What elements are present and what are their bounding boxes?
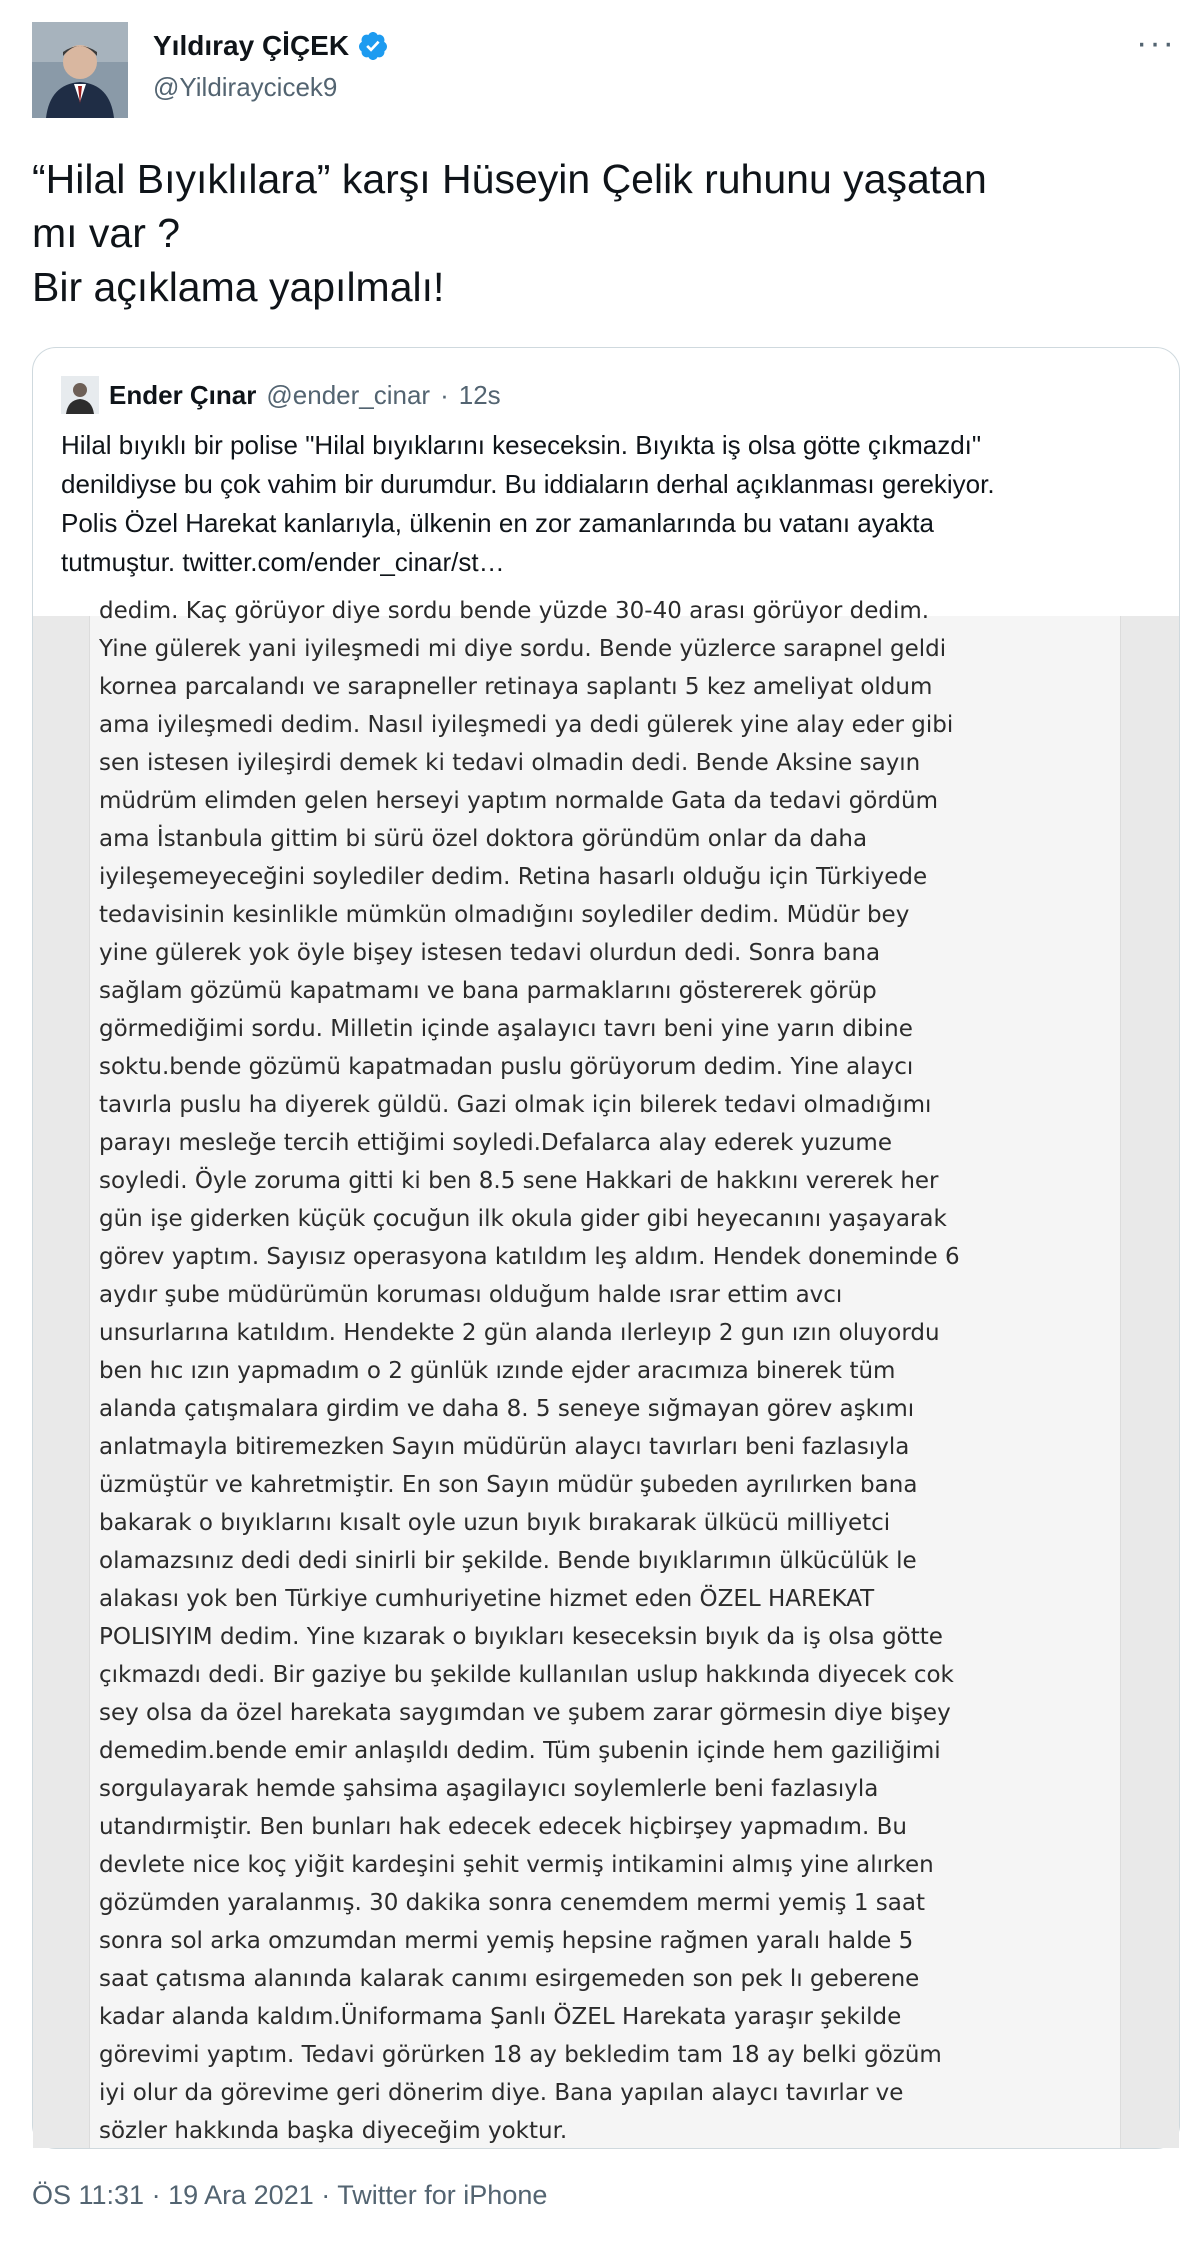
document-text-line: soktu.bende gözümü kapatmadan puslu görüyorum dedim. Yine alaycı (99, 1054, 914, 1080)
document-text-line: demedim.bende emir anlaşıldı dedim. Tüm şubenin içinde hem gaziliğimi (99, 1738, 941, 1764)
quoted-author-handle[interactable]: @ender_cinar (266, 379, 431, 410)
author-name-row[interactable] (153, 30, 389, 62)
document-text-line: görmediğimi sordu. Milletin içinde aşalayıcı tavrı beni yine yarın dibine (99, 1016, 913, 1042)
document-text-line: sen istesen iyileşirdi demek ki tedavi olmadin dedi. Bende Aksine sayın (99, 750, 921, 776)
separator-dot: · (321, 2180, 331, 2210)
document-text (99, 592, 1059, 2150)
document-text-line: çıkmazdı dedi. Bir gaziye bu şekilde kullanılan uslup hakkında diyecek cok (99, 1662, 954, 1688)
document-text-line: devlete nice koç yiğit kardeşini şehit vermiş intikamini almış yine alırken (99, 1852, 934, 1878)
document-text-line: sözler hakkında başka diyeceğim yoktur. (99, 2118, 568, 2144)
document-text-line: alanda çatışmalara girdim ve daha 8. 5 seneye sığmayan görev aşkımı (99, 1396, 915, 1422)
separator-dot: · (151, 2180, 161, 2210)
document-text-line: aydır şube müdürümün koruması olduğum halde ısrar ettim avcı (99, 1282, 843, 1308)
document-text-line: unsurlarına katıldım. Hendekte 2 gün alanda ılerleyıp 2 gun ızın oluyordu (99, 1320, 940, 1346)
document-text-line: sonra sol arka omzumdan mermi yemiş hepsine rağmen yaralı halde 5 (99, 1928, 914, 1954)
document-text-line: POLISIYIM dedim. Yine kızarak o bıyıkları keseceksin bıyık da iş olsa götte (99, 1624, 943, 1650)
document-text-line: gün işe giderken küçük çocuğun ilk okula gider gibi heyecanını yaşayarak (99, 1206, 947, 1232)
document-text-line: bakarak o bıyıklarını kısalt oyle uzun bıyık bırakarak ülkücü milliyetci (99, 1510, 891, 1536)
document-text-line: ama iyileşmedi dedim. Nasıl iyileşmedi ya dedi gülerek yine alay eder gibi (99, 712, 954, 738)
document-text-line: utandırmiştir. Ben bunları hak edecek edecek hiçbirşey yapmadım. Bu (99, 1814, 907, 1840)
document-text-line: görevimi yaptım. Tedavi görürken 18 ay bekledim tam 18 ay belki gözüm (99, 2042, 942, 2068)
quoted-author-avatar[interactable] (61, 376, 99, 414)
document-text-line: sorgulayarak hemde şahsima aşagilayıcı soylemlerle beni fazlasıyla (99, 1776, 879, 1802)
quoted-tweet-image[interactable] (33, 598, 1179, 2148)
document-text-line: saat çatısma alanında kalarak canımı esirgemeden son pek lı geberene (99, 1966, 920, 1992)
more-options-icon[interactable]: ··· (1136, 24, 1176, 62)
tweet-text-line: “Hilal Bıyıklılara” karşı Hüseyin Çelik ruhunu yaşatan (32, 156, 987, 202)
document-text-line: sey olsa da özel harekata saygımdan ve şubem zarar görmesin diye bişey (99, 1700, 951, 1726)
quoted-tweet-time[interactable]: 12s (458, 379, 501, 410)
document-text-line: yine gülerek yok öyle bişey istesen tedavi olurdun dedi. Sonra bana (99, 940, 881, 966)
quoted-text-line: Polis Özel Harekat kanlarıyla, ülkenin en zor zamanlarında bu vatanı ayakta (61, 508, 934, 538)
document-text-line: ben hıc ızın yapmadım o 2 günlük ızınde ejder aracımıza binerek tüm (99, 1358, 896, 1384)
document-text-line: iyileşemeyeceğini soylediler dedim. Retina hasarlı olduğu için Türkiyede (99, 864, 928, 890)
author-avatar[interactable] (32, 22, 128, 118)
document-text-line: gözümden yaralanmış. 30 dakika sonra cenemdem mermi yemiş 1 saat (99, 1890, 925, 1916)
quoted-text-line: tutmuştur. twitter.com/ender_cinar/st… (61, 547, 505, 577)
separator-dot: · (440, 379, 449, 410)
document-text-line: kornea parcalandı ve sarapneller retinaya saplantı 5 kez ameliyat oldum (99, 674, 933, 700)
author-display-name[interactable]: Yıldıray ÇİÇEK (153, 30, 350, 61)
document-text-line: sağlam gözümü kapatmamı ve bana parmaklarını göstererek görüp (99, 978, 877, 1004)
document-text-line: iyi olur da görevime geri dönerim diye. Bana yapılan alaycı tavırlar ve (99, 2080, 904, 2106)
document-text-line: müdrüm elimden gelen herseyi yaptım normalde Gata da tedavi gördüm (99, 788, 939, 814)
tweet-date[interactable]: 19 Ara 2021 (168, 2180, 314, 2210)
document-text-line: olamazsınız dedi dedi sinirli bir şekilde. Bende bıyıklarımın ülkücülük le (99, 1548, 917, 1574)
document-text-line: tavırla puslu ha diyerek güldü. Gazi olmak için bilerek tedavi olmadığımı (99, 1092, 932, 1118)
document-text-line: parayı mesleğe tercih ettiğimi soyledi.Defalarca alay ederek yuzume (99, 1130, 892, 1156)
document-text-line: üzmüştür ve kahretmiştir. En son Sayın müdür şubeden ayrılırken bana (99, 1472, 918, 1498)
tweet-text-line: Bir açıklama yapılmalı! (32, 264, 445, 310)
tweet-text-line: mı var ? (32, 210, 181, 256)
verified-badge-icon (357, 30, 389, 62)
quoted-tweet-header (61, 376, 501, 414)
quoted-text-line: Hilal bıyıklı bir polise "Hilal bıyıklarını keseceksin. Bıyıkta iş olsa götte çıkmazdı" (61, 430, 982, 460)
document-text-line: görev yaptım. Sayısız operasyona katıldım leş aldım. Hendek doneminde 6 (99, 1244, 960, 1270)
author-handle[interactable]: @Yildiraycicek9 (153, 72, 338, 102)
quoted-tweet-card[interactable] (32, 347, 1180, 2149)
quoted-author-name[interactable]: Ender Çınar (109, 379, 257, 410)
document-text-line: dedim. Kaç görüyor diye sordu bende yüzde 30-40 arası görüyor dedim. (99, 598, 930, 624)
document-text-line: anlatmayla bitiremezken Sayın müdürün alaycı tavırları beni fazlasıyla (99, 1434, 910, 1460)
document-text-line: alakası yok ben Türkiye cumhuriyetine hizmet eden ÖZEL HAREKAT (99, 1586, 875, 1612)
tweet-text (32, 152, 1162, 314)
document-text-line: ama İstanbula gittim bi sürü özel doktora göründüm onlar da daha (99, 826, 868, 852)
tweet-source[interactable]: Twitter for iPhone (337, 2180, 548, 2210)
quoted-tweet-text (61, 426, 1161, 582)
tweet-time[interactable]: ÖS 11:31 (32, 2180, 145, 2210)
document-text-line: soyledi. Öyle zoruma gitti ki ben 8.5 sene Hakkari de hakkını vererek her (99, 1168, 939, 1194)
document-text-line: tedavisinin kesinlikle mümkün olmadığını soylediler dedim. Müdür bey (99, 902, 910, 928)
document-text-line: kadar alanda kaldım.Üniformama Şanlı ÖZEL Harekata yaraşır şekilde (99, 2004, 902, 2030)
tweet-metadata (32, 2180, 547, 2211)
document-text-line: Yine gülerek yani iyileşmedi mi diye sordu. Bende yüzlerce sarapnel geldi (99, 636, 947, 662)
quoted-text-line: denildiyse bu çok vahim bir durumdur. Bu iddiaların derhal açıklanması gerekiyor. (61, 469, 995, 499)
